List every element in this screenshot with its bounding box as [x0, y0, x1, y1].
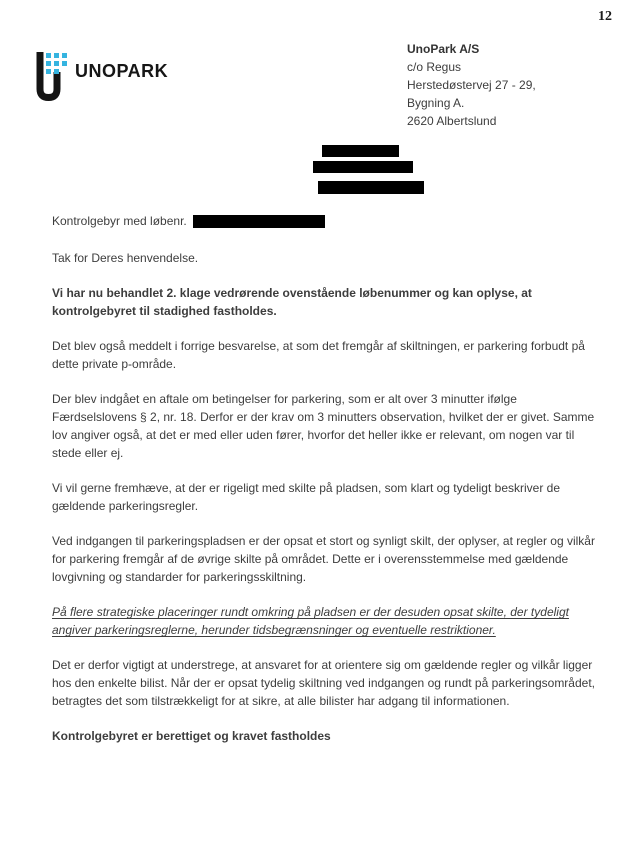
sender-address-block: [407, 40, 536, 130]
sender-address-line: 2620 Albertslund: [407, 114, 497, 128]
sender-address-line: c/o Regus: [407, 60, 462, 74]
brand-name: UNOPARK: [75, 61, 169, 81]
reference-label: Kontrolgebyr med løbenr.: [52, 214, 187, 228]
underlined-paragraph: På flere strategiske placeringer rundt omkring på pladsen er der desuden opsat skilte, der tydeligt angiver parkeringsreglerne, herunder tidsbegrænsninger og eventuelle restriktioner.: [52, 605, 569, 637]
letter-body: [52, 249, 597, 762]
redacted-recipient-line: [322, 145, 399, 157]
sender-name: UnoPark A/S: [407, 42, 480, 56]
closing-bold-line: Kontrolgebyret er berettiget og kravet fastholdes: [52, 729, 331, 743]
body-paragraph: Der blev indgået en aftale om betingelser for parkering, som er alt over 3 minutter ifølge Færdselslovens § 2, nr. 18. Derfor er der krav om 3 minutters observation, hvilket der er givet. Samme lov angiver også, at det er med eller uden fører, hvorfor det heller ikke er relevant, om nogen var til stede eller ej.: [52, 392, 595, 460]
decision-paragraph: Vi har nu behandlet 2. klage vedrørende ovenstående løbenummer og kan oplyse, at kontrolgebyret til stadighed fastholdes.: [52, 286, 532, 318]
sender-address-line: Herstedøstervej 27 - 29,: [407, 78, 536, 92]
reference-line: [52, 212, 325, 230]
greeting-line: Tak for Deres henvendelse.: [52, 251, 199, 265]
body-paragraph: Det blev også meddelt i forrige besvarelse, at som det fremgår af skiltningen, er parkering forbudt på dette private p-område.: [52, 339, 585, 371]
logo-dots-icon: [46, 53, 67, 74]
page-number: 12: [598, 9, 612, 24]
redacted-reference-number: [193, 215, 325, 228]
unopark-logo: [35, 50, 265, 108]
redacted-recipient-line: [318, 181, 424, 194]
redacted-recipient-line: [313, 161, 413, 173]
body-paragraph: Det er derfor vigtigt at understrege, at ansvaret for at orientere sig om gældende regler og vilkår ligger hos den enkelte bilist. Når der er opsat tydelig skiltning ved indgangen og rundt på parkeringsområdet, betragtes det som tilstrækkeligt for at sikre, at alle bilister har adgang til informationen.: [52, 658, 595, 708]
sender-address-line: Bygning A.: [407, 96, 465, 110]
body-paragraph: Vi vil gerne fremhæve, at der er rigeligt med skilte på pladsen, som klart og tydeligt beskriver de gældende parkeringsregler.: [52, 481, 561, 513]
body-paragraph: Ved indgangen til parkeringspladsen er der opsat et stort og synligt skilt, der oplyser, at regler og vilkår for parkering fremgår af de øvrige skilte på området. Dette er i overensstemmelse med gældende lovgivning og standarder for parkeringsskiltning.: [52, 534, 595, 584]
